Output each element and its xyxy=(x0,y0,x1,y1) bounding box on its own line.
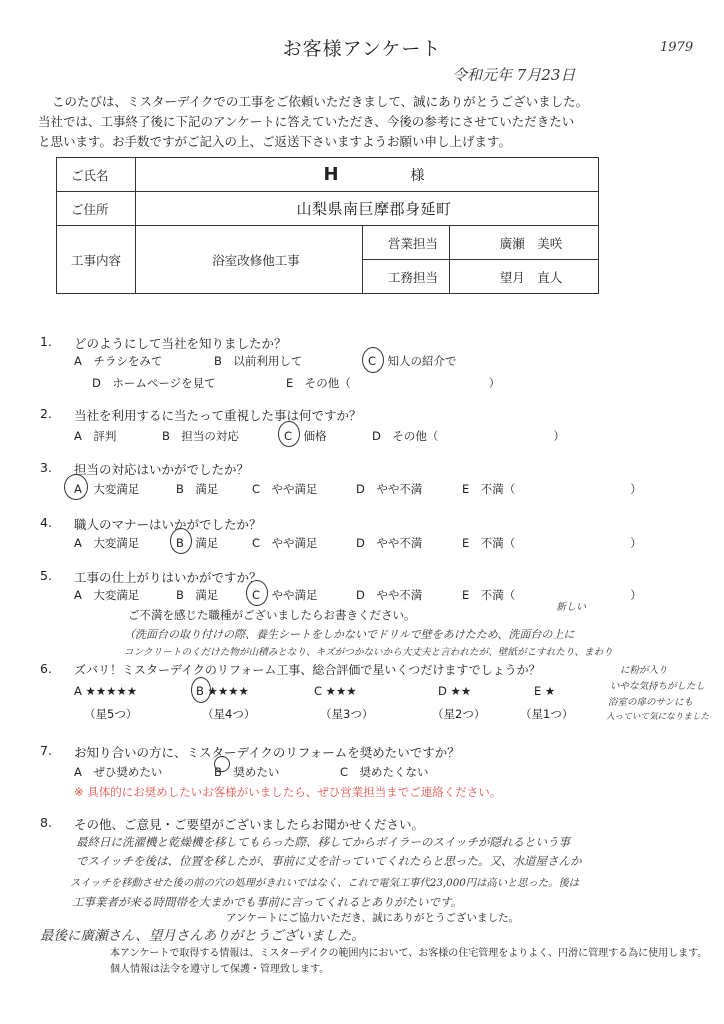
q1-option-d: D ホームページを見て xyxy=(92,376,216,390)
q4-option-e: E 不満（ ） xyxy=(462,536,642,550)
q2-text: 当社を利用するに当たって重視した事は何ですか？ xyxy=(74,408,362,423)
q7-note: ※ 具体的にお奨めしたいお客様がいましたら、ぜひ営業担当までご連絡ください。 xyxy=(74,785,502,799)
q4-text: 職人のマナーはいかがでしたか？ xyxy=(74,517,262,532)
q4-option-b: B 満足 xyxy=(176,536,219,550)
q1-option-a: A チラシをみて xyxy=(74,354,163,368)
intro-line-1: このたびは、ミスターデイクでの工事をご依頼いただきまして、誠にありがとうございました。 xyxy=(52,94,589,109)
q6-rating-b-label: （星4つ） xyxy=(202,707,256,721)
q3-number: 3. xyxy=(40,460,52,475)
q3-selected-circle xyxy=(64,474,88,500)
q5-option-d: D やや不満 xyxy=(356,588,423,602)
q7-text: お知り合いの方に、ミスターデイクのリフォームを奨めたいですか？ xyxy=(74,745,460,760)
q8-handwriting-line-3: スイッチを移動させた後の前の穴の処理がきれいではなく、これで電気工事代23,000円は高いと思った。後は xyxy=(70,877,580,889)
q6-selected-circle xyxy=(191,677,211,703)
q6-rating-d-label: （星2つ） xyxy=(432,707,486,721)
name-suffix: 様 xyxy=(410,168,425,184)
q6-number: 6. xyxy=(40,661,52,676)
q5-text: 工事の仕上がりはいかがですか？ xyxy=(74,570,262,585)
q1-number: 1. xyxy=(40,334,52,349)
q1-option-b: B 以前利用して xyxy=(214,354,303,368)
address-value: 山梨県南巨摩郡身延町 xyxy=(136,192,599,226)
date: 令和元年 7月23日 xyxy=(452,66,576,84)
name-label: ご氏名 xyxy=(57,158,136,192)
q2-number: 2. xyxy=(40,406,52,421)
q5-option-b: B 満足 xyxy=(176,588,219,602)
q6-text: ズバリ！ミスターデイクのリフォーム工事、総合評価で星いくつだけますでしょうか？ xyxy=(74,663,541,677)
q3-option-b: B 満足 xyxy=(176,482,219,496)
q1-option-e: E その他（ ） xyxy=(286,376,501,390)
sales-value: 廣瀬 美咲 xyxy=(450,226,599,260)
name-value: H xyxy=(323,164,339,185)
q5-number: 5. xyxy=(40,568,52,583)
q8-text: その他、ご意見・ご要望がございましたらお聞かせください。 xyxy=(74,817,425,832)
q5-option-a: A 大変満足 xyxy=(74,588,140,602)
q6-rating-a-label: （星5つ） xyxy=(84,707,138,721)
q6-handwriting-side-1: に粉が入り xyxy=(620,665,668,676)
q5-option-c: C やや満足 xyxy=(252,588,318,602)
intro-line-3: と思います。お手数ですがご記入の上、ご返送下さいますようお願い申し上げます。 xyxy=(38,134,512,149)
q1-text: どのようにして当社を知りましたか？ xyxy=(74,336,287,351)
q2-option-c: C 価格 xyxy=(284,429,327,443)
q7-selected-circle xyxy=(214,756,230,772)
q6-rating-c-label: （星3つ） xyxy=(320,707,374,721)
q5-handwriting-line-2: コンクリートのくだけた物が山積みとなり、キズがつかないから大丈夫と言われたが、壁紙がこすれたり、まわり xyxy=(124,647,613,658)
q3-option-e: E 不満（ ） xyxy=(462,482,642,496)
q2-option-d: D その他（ ） xyxy=(372,429,565,443)
thanks-text: アンケートにご協力いただき、誠にありがとうございました。 xyxy=(226,912,519,924)
work-label: 工事内容 xyxy=(57,226,136,294)
q6-rating-b: B ★★★★ xyxy=(196,684,249,698)
q6-rating-a: A ★★★★★ xyxy=(74,684,138,698)
q6-rating-c: C ★★★ xyxy=(314,684,357,698)
construction-label: 工務担当 xyxy=(363,260,450,294)
q6-rating-d: D ★★ xyxy=(438,684,472,698)
q8-number: 8. xyxy=(40,815,52,830)
q7-number: 7. xyxy=(40,743,52,758)
q1-option-c: C 知人の紹介で xyxy=(368,354,457,368)
q6-handwriting-side-2: いやな気持ちがしたし xyxy=(610,681,706,692)
footer-line-1: 本アンケートで取得する情報は、ミスターデイクの範囲内において、お客様の住宅管理をよりよく、円滑に管理する為に使用します。 xyxy=(110,948,708,959)
q7-option-b: B 奨めたい xyxy=(214,765,280,779)
footer-line-2: 個人情報は法令を遵守して保護・管理致します。 xyxy=(110,964,330,975)
q6-rating-e: E ★ xyxy=(534,684,556,698)
q8-handwriting-line-2: でスイッチを後は、位置を移したが、事前に丈を計っていてくれたらと思った。又、水道屋さんか xyxy=(76,854,582,868)
page-title: お客様アンケート xyxy=(282,38,442,60)
q4-option-d: D やや不満 xyxy=(356,536,423,550)
name-cell xyxy=(136,158,599,192)
q7-option-a: A ぜひ奨めたい xyxy=(74,765,163,779)
address-label: ご住所 xyxy=(57,192,136,226)
sales-label: 営業担当 xyxy=(363,226,450,260)
customer-info-table xyxy=(56,157,599,294)
q6-handwriting-side-3: 浴室の扉のサンにも xyxy=(608,697,694,708)
q4-selected-circle xyxy=(170,528,192,554)
q4-number: 4. xyxy=(40,515,52,530)
q3-option-c: C やや満足 xyxy=(252,482,318,496)
q8-handwriting-line-1: 最終日に洗濯機と乾燥機を移してもらった際、移してからボイラーのスイッチが隠れるという事 xyxy=(76,835,571,849)
q3-option-a: A 大変満足 xyxy=(74,482,140,496)
q5-sub-text: ご不満を感じた職種がございましたらお書きください。 xyxy=(128,608,416,622)
q3-option-d: D やや不満 xyxy=(356,482,423,496)
q5-selected-circle xyxy=(246,580,268,606)
page-number: 1979 xyxy=(660,40,694,55)
q5-handwriting-new: 新しい xyxy=(556,602,586,613)
q3-text: 担当の対応はいかがでしたか？ xyxy=(74,462,250,477)
work-value: 浴室改修他工事 xyxy=(136,226,363,294)
intro-line-2: 当社では、工事終了後に下記のアンケートに答えていただき、今後の参考にさせていただきたい xyxy=(38,114,575,129)
q5-option-e: E 不満（ ） xyxy=(462,588,642,602)
q7-option-c: C 奨めたくない xyxy=(340,765,429,779)
q2-selected-circle xyxy=(278,421,300,447)
q1-selected-circle xyxy=(362,347,384,373)
q4-option-a: A 大変満足 xyxy=(74,536,140,550)
q6-handwriting-side-4: 入っていて気になりました xyxy=(606,712,710,722)
q5-handwriting-line-1: （洗面台の取り付けの際、養生シートをしかないでドリルで壁をあけたため、洗面台の上に xyxy=(124,628,575,641)
construction-value: 望月 直人 xyxy=(450,260,599,294)
q2-option-a: A 評判 xyxy=(74,429,117,443)
q2-option-b: B 担当の対応 xyxy=(162,429,239,443)
q4-option-c: C やや満足 xyxy=(252,536,318,550)
q8-handwriting-line-4: 工事業者が来る時間帯を大まかでも事前に言ってくれるとありがたいです。 xyxy=(72,895,463,909)
q6-rating-e-label: （星1つ） xyxy=(520,707,574,721)
q8-handwriting-line-5: 最後に廣瀬さん、望月さんありがとうございました。 xyxy=(40,928,365,944)
